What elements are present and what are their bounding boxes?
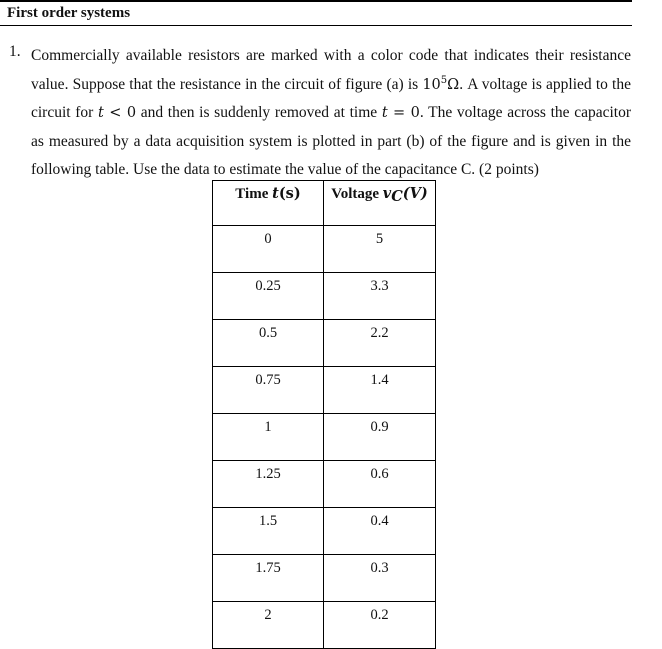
resistance-base: 10 [422,76,441,93]
resistance-unit: Ω [447,76,460,93]
condition-time-zero [382,105,420,121]
table-row [213,320,436,367]
condition1-relation: < 0 [103,105,137,121]
time-cell: 0 [213,226,324,273]
header-voltage [324,181,436,226]
time-cell: 0.25 [213,273,324,320]
problem-text [31,42,631,185]
time-cell: 1.25 [213,461,324,508]
condition1-variable: t [98,105,104,121]
table-header-row [213,181,436,226]
table-row [213,226,436,273]
table-row [213,461,436,508]
voltage-cell: 1.4 [324,367,436,414]
table-row [213,555,436,602]
problem-text-part-a: Commercially available resistors are marked with a color code that indicates their resistance value. Suppose that the resistance in the circuit of figure (a) is [31,47,631,93]
header-voltage-unit: (V) [402,185,428,202]
data-table [212,180,436,649]
voltage-cell: 0.4 [324,508,436,555]
header-voltage-variable: v [382,185,392,202]
header-time [213,181,324,226]
voltage-cell: 0.9 [324,414,436,461]
problem-number: 1. [9,43,21,60]
header-voltage-subscript: C [391,188,403,205]
condition2-relation: = 0 [387,105,420,121]
time-cell: 0.75 [213,367,324,414]
table-row [213,602,436,649]
voltage-cell: 0.2 [324,602,436,649]
section-title: First order systems [7,5,131,21]
table-row [213,273,436,320]
condition2-variable: t [381,105,388,121]
voltage-cell: 3.3 [324,273,436,320]
voltage-cell: 0.3 [324,555,436,602]
voltage-cell: 5 [324,226,436,273]
time-cell: 1.5 [213,508,324,555]
title-rule [0,25,632,26]
time-cell: 1.75 [213,555,324,602]
header-time-unit: (s) [278,185,301,202]
problem-text-part-b: . A voltage is applied to the circuit for [31,75,631,121]
table-row [213,367,436,414]
time-cell: 0.5 [213,320,324,367]
condition-time-negative [98,105,136,121]
time-cell: 2 [213,602,324,649]
header-time-label: Time [235,186,273,202]
resistance-exponent: 5 [440,74,448,86]
header-time-variable: t [272,185,279,202]
time-cell: 1 [213,414,324,461]
resistance-value [422,74,460,93]
header-voltage-label: Voltage [331,186,383,202]
top-rule [0,0,632,2]
problem-text-part-d: . The voltage across the capacitor as measured by a data acquisition system is plotted in part (b) of the figure and is given in the following table. Use the data to estimate the value of the capacitance C. (2 points) [31,104,632,178]
table-row [213,414,436,461]
table-row [213,508,436,555]
problem-text-part-c: and then is suddenly removed at time [136,104,382,121]
voltage-cell: 2.2 [324,320,436,367]
voltage-cell: 0.6 [324,461,436,508]
